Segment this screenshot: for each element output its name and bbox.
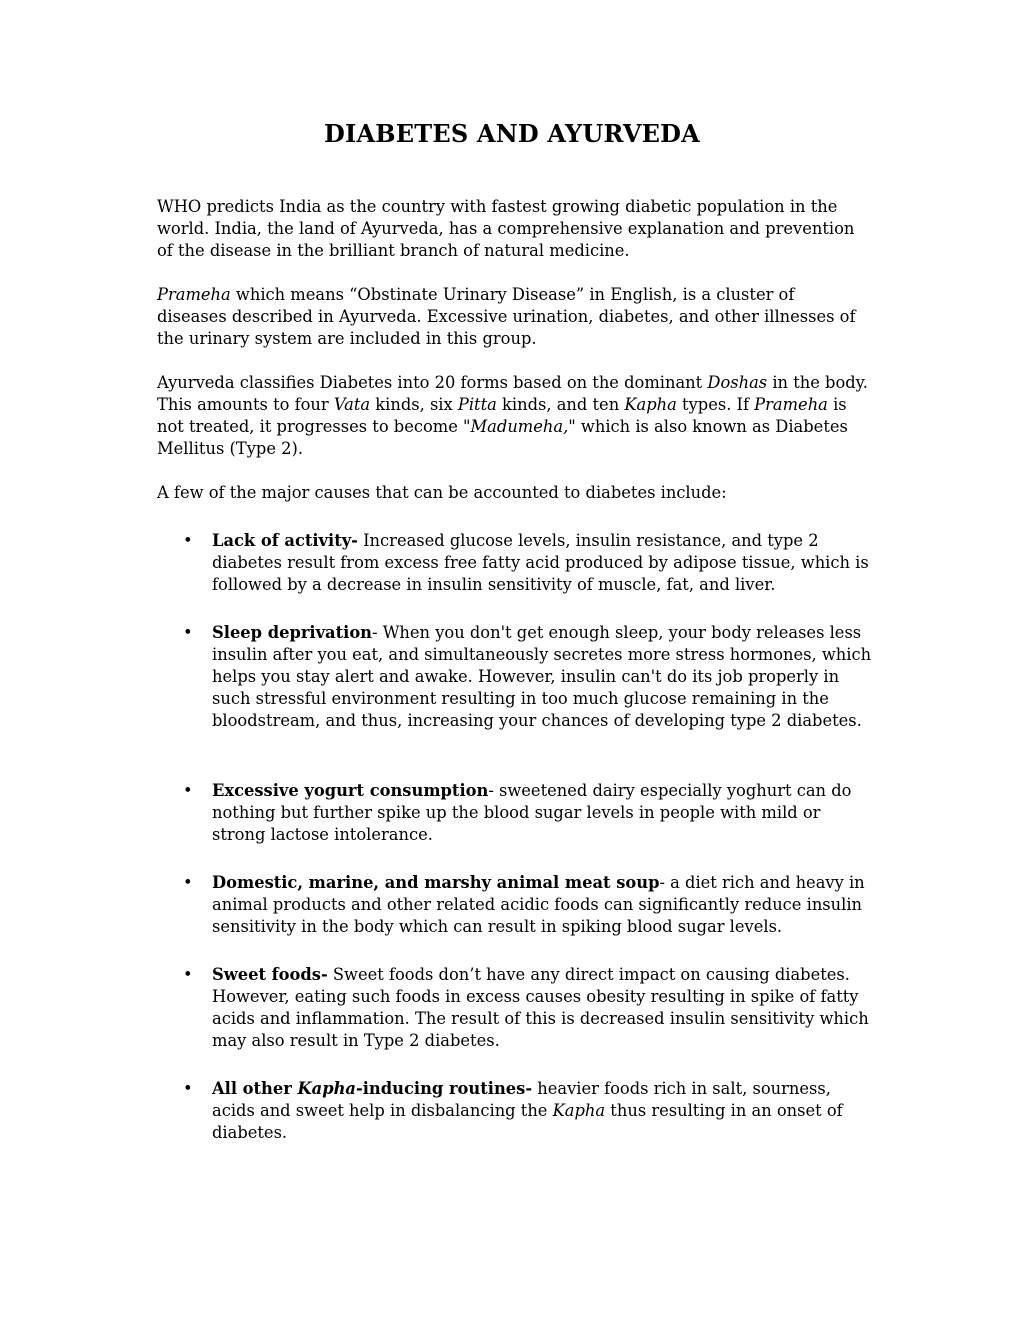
- kapha-label-term: Kapha: [297, 1079, 356, 1098]
- page-title: DIABETES AND AYURVEDA: [324, 119, 700, 148]
- causes-intro-paragraph: [157, 482, 869, 504]
- list-item-body: - sweetened dairy especially yoghurt can do nothing but further spike up the blood sugar levels in people with mild or strong lactose intolerance.: [212, 781, 852, 844]
- kapha-term: Kapha: [624, 395, 677, 414]
- pitta-term: Pitta: [457, 395, 497, 414]
- list-item-text: [212, 780, 872, 846]
- bullet-icon: •: [183, 781, 193, 800]
- classification-text-6: is not treated, it progresses to become ": [157, 395, 847, 436]
- prameha-paragraph: [157, 284, 869, 350]
- classification-text-2: in the body. This amounts to four: [157, 373, 868, 414]
- intro-paragraph: [157, 196, 869, 262]
- list-item-body: heavier foods rich in salt, sourness, acids and sweet help in disbalancing the: [212, 1079, 831, 1120]
- classification-paragraph: [157, 372, 869, 460]
- prameha-term: Prameha: [157, 285, 231, 304]
- list-item-text: [212, 530, 872, 596]
- list-item-label: Domestic, marine, and marshy animal meat soup: [212, 873, 660, 892]
- list-item-label: All other: [212, 1079, 298, 1098]
- madumeha-term: Madumeha,: [470, 417, 569, 436]
- classification-text-5: types. If: [676, 395, 755, 414]
- vata-term: Vata: [333, 395, 371, 414]
- list-item-text: [212, 622, 872, 732]
- list-item-text: [212, 964, 872, 1052]
- list-item-label-suffix: -inducing routines-: [355, 1079, 533, 1098]
- classification-text-4: kinds, and ten: [496, 395, 625, 414]
- doshas-term: Doshas: [707, 373, 768, 392]
- list-item-text: [212, 1078, 872, 1144]
- bullet-icon: •: [183, 965, 193, 984]
- bullet-icon: •: [183, 1079, 193, 1098]
- classification-text-7: " which is also known as Diabetes Mellitus (Type 2).: [157, 417, 848, 458]
- list-item-label: Lack of activity-: [212, 531, 358, 550]
- prameha-term-2: Prameha: [754, 395, 828, 414]
- intro-text: WHO predicts India as the country with fastest growing diabetic population in the world. India, the land of Ayurveda, has a comprehensive explanation and prevention of the disease in the brilliant branch of natural medicine.: [157, 197, 855, 260]
- list-item-body: - When you don't get enough sleep, your body releases less insulin after you eat, and simultaneously secretes more stress hormones, which helps you stay alert and awake. However, insulin can't do its job properly in such stressful environment resulting in too much glucose remaining in the bloodstream, and thus, increasing your chances of developing type 2 diabetes.: [212, 623, 872, 730]
- classification-text-3: kinds, six: [370, 395, 458, 414]
- kapha-body-term: Kapha: [552, 1101, 606, 1120]
- list-item-label: Sleep deprivation: [212, 623, 373, 642]
- list-item-body-end: thus resulting in an onset of diabetes.: [212, 1101, 843, 1142]
- bullet-icon: •: [183, 531, 193, 550]
- list-item-text: [212, 872, 872, 938]
- bullet-icon: •: [183, 623, 193, 642]
- list-item-label: Excessive yogurt consumption: [212, 781, 489, 800]
- list-item-label: Sweet foods-: [212, 965, 328, 984]
- list-item-body: Increased glucose levels, insulin resistance, and type 2 diabetes result from excess free fatty acid produced by adipose tissue, which is followed by a decrease in insulin sensitivity of muscle, fat, and liver.: [212, 531, 869, 594]
- prameha-text: which means “Obstinate Urinary Disease” in English, is a cluster of diseases described in Ayurveda. Excessive urination, diabetes, and other illnesses of the urinary system are included in this group.: [157, 285, 856, 348]
- classification-text-1: Ayurveda classifies Diabetes into 20 forms based on the dominant: [157, 373, 708, 392]
- causes-intro-text: A few of the major causes that can be accounted to diabetes include:: [157, 483, 727, 502]
- list-item-body: - a diet rich and heavy in animal products and other related acidic foods can significantly reduce insulin sensitivity in the body which can result in spiking blood sugar levels.: [212, 873, 865, 936]
- list-item-body: Sweet foods don’t have any direct impact on causing diabetes. However, eating such foods in excess causes obesity resulting in spike of fatty acids and inflammation. The result of this is decreased insulin sensitivity which may also result in Type 2 diabetes.: [212, 965, 869, 1050]
- bullet-icon: •: [183, 873, 193, 892]
